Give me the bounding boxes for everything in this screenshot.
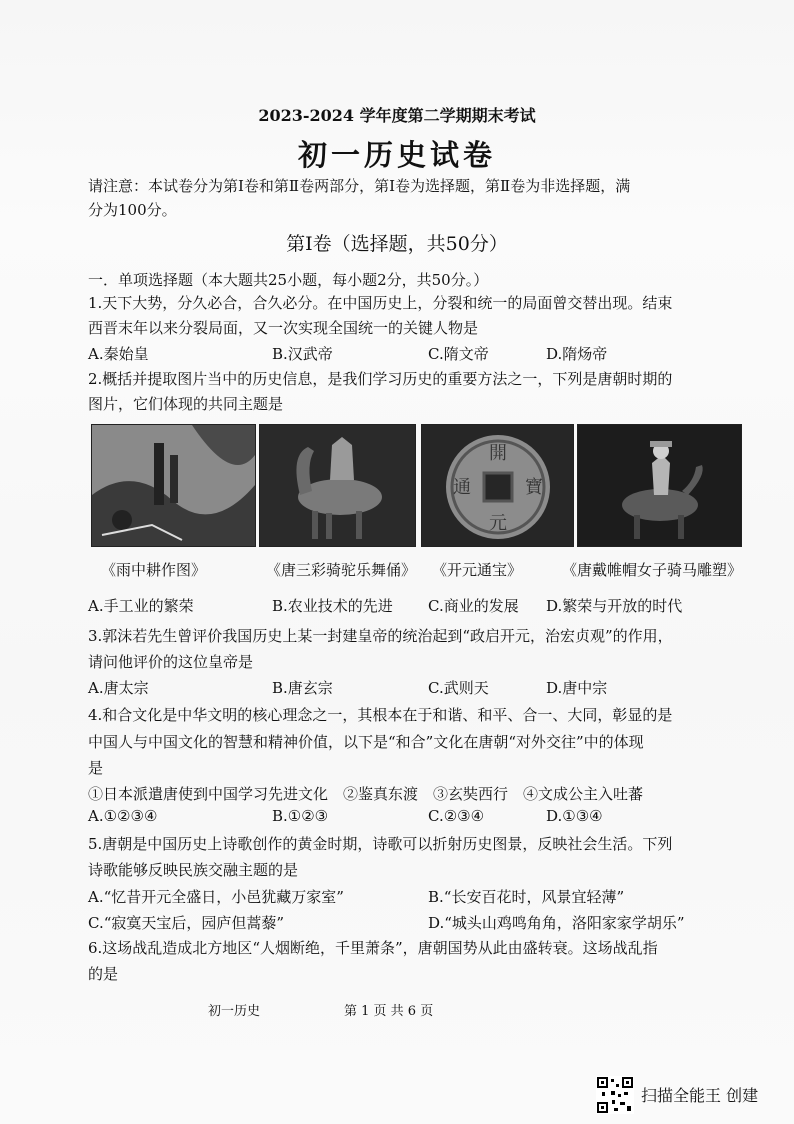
q5-line-1: 5.唐朝是中国历史上诗歌创作的黄金时期，诗歌可以折射历史图景，反映社会生活。下列	[88, 835, 673, 853]
svg-text:寶: 寶	[525, 477, 543, 498]
tang-horse-rider-image	[577, 424, 742, 547]
q1-option-a: A.秦始皇	[88, 345, 149, 363]
q6-line-2: 的是	[88, 965, 119, 983]
q1-option-b: B.汉武帝	[272, 345, 333, 363]
section-title: 第Ⅰ卷（选择题，共50分）	[286, 233, 508, 255]
scanner-watermark: 扫描全能王 创建	[641, 1086, 759, 1105]
q3-line-2: 请问他评价的这位皇帝是	[88, 653, 254, 671]
q1-option-d: D.隋炀帝	[546, 345, 608, 363]
footer-page-info: 第 1 页 共 6 页	[344, 1004, 434, 1019]
notice-line-2: 分为100分。	[88, 201, 177, 219]
q2-line-1: 2.概括并提取图片当中的历史信息，是我们学习历史的重要方法之一，下列是唐朝时期的	[88, 370, 673, 388]
caption-coin: 《开元通宝》	[432, 561, 523, 579]
q6-line-1: 6.这场战乱造成北方地区“人烟断绝，千里萧条”，唐朝国势从此由盛转衰。这场战乱指	[88, 939, 658, 957]
q3-option-b: B.唐玄宗	[272, 679, 333, 697]
page-title: 初一历史试卷	[297, 138, 496, 172]
q2-option-d: D.繁荣与开放的时代	[546, 597, 683, 615]
q2-option-c: C.商业的发展	[428, 597, 519, 615]
q4-option-c: C.②③④	[428, 807, 485, 825]
q5-line-2: 诗歌能够反映民族交融主题的是	[88, 861, 299, 879]
q5-option-d: D.“城头山鸡鸣角角，洛阳家家学胡乐”	[428, 914, 685, 932]
q4-line-3: 是	[88, 759, 104, 777]
q2-line-2: 图片，它们体现的共同主题是	[88, 395, 284, 413]
part-heading: 一．单项选择题（本大题共25小题，每小题2分，共50分。）	[88, 271, 489, 289]
caption-camel: 《唐三彩骑驼乐舞俑》	[266, 561, 417, 579]
q1-option-c: C.隋文帝	[428, 345, 489, 363]
q5-option-b: B.“长安百花时，风景宜轻薄”	[428, 888, 625, 906]
tang-sancai-camel-image	[259, 424, 416, 547]
q2-option-a: A.手工业的繁荣	[88, 597, 194, 615]
q1-line-1: 1.天下大势，分久必合，合久必分。在中国历史上，分裂和统一的局面曾交替出现。结束	[88, 294, 673, 312]
caption-rider: 《唐戴帷帽女子骑马雕塑》	[562, 561, 743, 579]
caption-yuzhong: 《雨中耕作图》	[101, 561, 207, 579]
notice-line-1: 请注意：本试卷分为第Ⅰ卷和第Ⅱ卷两部分，第Ⅰ卷为选择题，第Ⅱ卷为非选择题，满	[88, 177, 631, 195]
q5-option-a: A.“忆昔开元全盛日，小邑犹藏万家室”	[88, 888, 344, 906]
svg-text:開: 開	[489, 443, 507, 464]
svg-text:元: 元	[489, 513, 507, 534]
svg-text:通: 通	[453, 477, 471, 498]
q2-option-b: B.农业技术的先进	[272, 597, 393, 615]
footer-subject: 初一历史	[208, 1004, 261, 1019]
kaiyuan-tongbao-coin-image	[421, 424, 574, 547]
exam-term-title: 2023-2024 学年度第二学期期末考试	[258, 106, 536, 125]
q1-line-2: 西晋末年以来分裂局面，又一次实现全国统一的关键人物是	[88, 319, 479, 337]
q3-line-1: 3.郭沫若先生曾评价我国历史上某一封建皇帝的统治起到“政启开元，治宏贞观”的作用，	[88, 627, 673, 645]
yuzhong-gengzuo-image	[91, 424, 256, 547]
q4-option-d: D.①③④	[546, 807, 603, 825]
q3-option-d: D.唐中宗	[546, 679, 608, 697]
qr-code-icon	[596, 1076, 634, 1114]
q4-line-2: 中国人与中国文化的智慧和精神价值，以下是“和合”文化在唐朝“对外交往”中的体现	[88, 733, 644, 751]
q4-line-1: 4.和合文化是中华文明的核心理念之一，其根本在于和谐、和平、合一、大同，彰显的是	[88, 706, 673, 724]
q5-option-c: C.“寂寞天宝后，园庐但蒿藜”	[88, 914, 285, 932]
q3-option-c: C.武则天	[428, 679, 489, 697]
q4-items: ①日本派遣唐使到中国学习先进文化 ②鉴真东渡 ③玄奘西行 ④文成公主入吐蕃	[88, 785, 644, 803]
q4-option-b: B.①②③	[272, 807, 329, 825]
q4-option-a: A.①②③④	[88, 807, 158, 825]
q3-option-a: A.唐太宗	[88, 679, 149, 697]
